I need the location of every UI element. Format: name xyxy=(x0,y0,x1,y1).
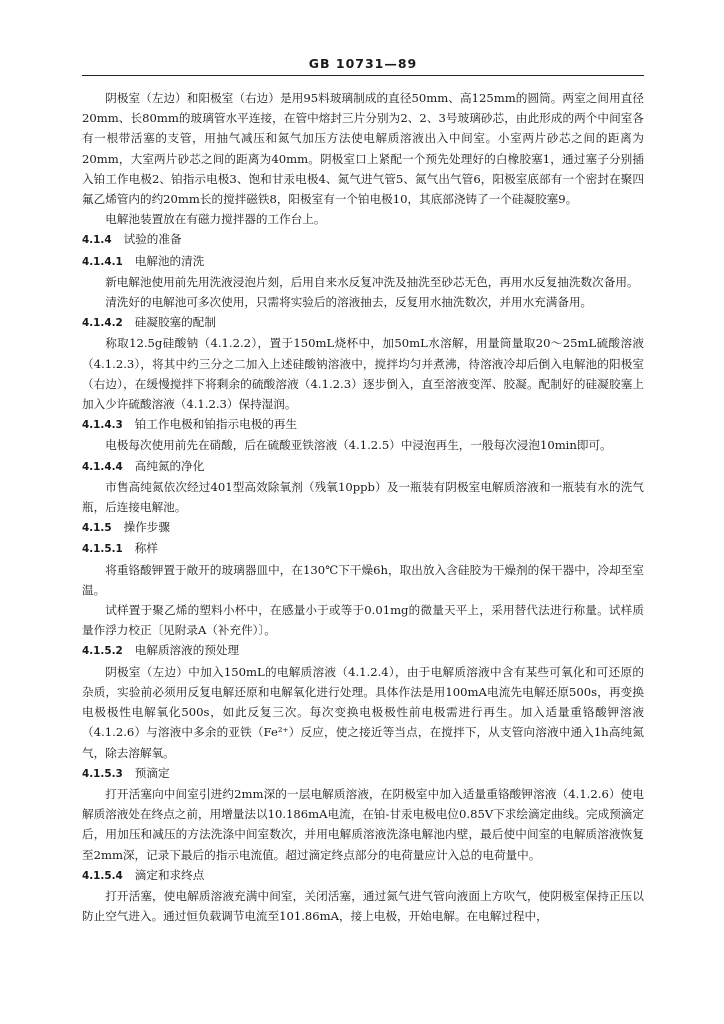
section-heading xyxy=(82,229,644,250)
standard-code-header: GB 10731—89 xyxy=(308,56,418,71)
section-title: 操作步骤 xyxy=(123,520,170,535)
document-body xyxy=(82,88,644,926)
section-heading xyxy=(82,251,644,272)
section-number: 4.1.5.3 xyxy=(82,767,123,780)
body-paragraph: 打开活塞向中间室引进约2mm深的一层电解质溶液，在阴极室中加入适量重铬酸钾溶液（4.1.2.6）使电解质溶液处在终点之前，用增量法以10.186mA电流，在铂-甘汞电极电位0.85V下求绘滴定曲线。完成预滴定后，用加压和减压的方法洗涤中间室数次，并用电解质溶液洗涤电解池内壁，最后使中间室的电解质溶液恢复至2mm深，记录下最后的指示电流值。超过滴定终点部分的电荷量应计入总的电荷量中。 xyxy=(82,786,644,862)
body-paragraph: 打开活塞，使电解质溶液充满中间室，关闭活塞，通过氮气进气管向液面上方吹气，使阴极室保持正压以防止空气进入。通过恒负载调节电流至101.86mA，接上电极，开始电解。在电解过程中， xyxy=(82,888,644,924)
body-paragraph: 清洗好的电解池可多次使用，只需将实验后的溶液抽去，反复用水抽洗数次，并用水充满备用。 xyxy=(105,295,593,310)
body-paragraph: 市售高纯氮依次经过401型高效除氧剂（残氧10ppb）及一瓶装有阴极室电解质溶液和一瓶装有水的洗气瓶，后连接电解池。 xyxy=(82,479,644,515)
section-title: 预滴定 xyxy=(134,765,170,780)
body-paragraph: 阴极室（左边）和阳极室（右边）是用95料玻璃制成的直径50mm、高125mm的圆筒。两室之间用直径20mm、长80mm的玻璃管水平连接，在管中熔封三片分别为2、2、3号玻璃砂芯，由此形成的两个中间室各有一根带活塞的支管，用抽气减压和氮气加压方法使电解质溶液出入中间室。小室两片砂芯之间的距离为20mm，大室两片砂芯之间的距离为40mm。阴极室口上紧配一个预先处理好的白橡胶塞1，通过塞子分别插入铂工作电极2、铂指示电极3、饱和甘汞电极4、氮气进气管5、氮气出气管6，阳极室底部有一个密封在聚四氟乙烯管内的约20mm长的搅拌磁铁8，阳极室有一个铂电极10，其底部浇铸了一个硅凝胶塞9。 xyxy=(82,91,644,207)
body-paragraph: 将重铬酸钾置于敞开的玻璃器皿中，在130℃下干燥6h，取出放入含硅胶为干燥剂的保干器中，冷却至室温。 xyxy=(82,562,644,597)
body-paragraph: 称取12.5g硅酸钠（4.1.2.2），置于150mL烧杯中，加50mL水溶解，用量筒量取20～25mL硫酸溶液（4.1.2.3），将其中约三分之二加入上述硅酸钠溶液中，搅拌均匀并煮沸，待溶液冷却后倒入电解池的阳极室（右边），在缓慢搅拌下将剩余的硫酸溶液（4.1.2.3）逐步倒入，直至溶液变浑、胶凝。配制好的硅凝胶塞上加入少许硫酸溶液（4.1.2.3）保持湿润。 xyxy=(82,336,644,412)
section-title: 硅凝胶塞的配制 xyxy=(134,315,216,330)
section-number: 4.1.4.4 xyxy=(82,460,123,473)
section-heading xyxy=(82,640,644,661)
section-title: 滴定和求终点 xyxy=(134,867,205,882)
section-number: 4.1.4.2 xyxy=(82,317,123,330)
section-title: 称样 xyxy=(134,541,158,556)
section-title: 高纯氮的净化 xyxy=(134,458,205,473)
section-title: 电解池的清洗 xyxy=(134,253,205,268)
section-number: 4.1.4.1 xyxy=(82,255,123,268)
section-number: 4.1.4.3 xyxy=(82,419,123,432)
section-heading xyxy=(82,414,644,435)
body-paragraph: 电极每次使用前先在硝酸，后在硫酸亚铁溶液（4.1.2.5）中浸泡再生，一般每次浸泡10min即可。 xyxy=(105,438,612,453)
section-number: 4.1.5.4 xyxy=(82,869,123,882)
section-heading xyxy=(82,763,644,784)
header-rule xyxy=(82,75,644,76)
section-title: 铂工作电极和铂指示电极的再生 xyxy=(134,417,298,432)
section-heading xyxy=(82,456,644,477)
section-title: 电解质溶液的预处理 xyxy=(134,643,240,658)
section-title: 试验的准备 xyxy=(123,232,182,247)
section-number: 4.1.5.2 xyxy=(82,645,123,658)
section-number: 4.1.5 xyxy=(82,522,112,535)
section-heading xyxy=(82,517,644,538)
section-number: 4.1.5.1 xyxy=(82,543,123,556)
body-paragraph: 新电解池使用前先用洗液浸泡片刻，后用自来水反复冲洗及抽洗至砂芯无色，再用水反复抽洗数次备用。 xyxy=(105,274,639,289)
section-heading xyxy=(82,312,644,333)
section-heading xyxy=(82,865,644,886)
section-number: 4.1.4 xyxy=(82,234,112,247)
body-paragraph: 试样置于聚乙烯的塑料小杯中，在感量小于或等于0.01mg的微量天平上，采用替代法进行称量。试样质量作浮力校正〔见附录A（补充件）〕。 xyxy=(82,603,644,638)
body-paragraph: 阴极室（左边）中加入150mL的电解质溶液（4.1.2.4），由于电解质溶液中含有某些可氧化和可还原的杂质，实验前必须用反复电解还原和电解氧化进行处理。具体作法是用100mA电流先电解还原500s，再变换电极极性电解氧化500s，如此反复三次。每次变换电极极性前电极需进行再生。加入适量重铬酸钾溶液（4.1.2.6）与溶液中多余的亚铁（Fe²⁺）反应，使之接近等当点，在搅拌下，从支管向溶液中通入1h高纯氮气，除去溶解氧。 xyxy=(82,664,644,760)
section-heading xyxy=(82,538,644,559)
body-paragraph: 电解池装置放在有磁力搅拌器的工作台上。 xyxy=(105,212,326,227)
